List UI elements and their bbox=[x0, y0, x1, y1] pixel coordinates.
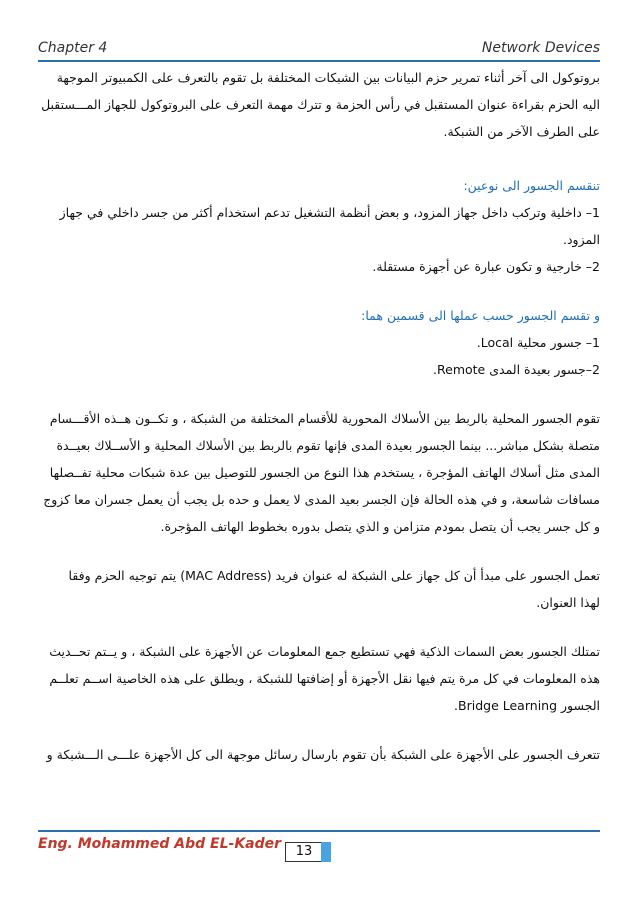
page-content bbox=[38, 64, 600, 768]
paragraph-line: مسافات شاسعة، و في هذه الحالة فإن الجسر بعيد المدى لا يعمل و حده بل يجب أن يعمل جسران معا كزوج bbox=[43, 492, 600, 507]
paragraph-line: اليه الحزم بقراءة عنوان المستقبل في رأس الحزمة و تترك مهمة التعرف على البروتوكول للجهاز المـــستقبل bbox=[41, 97, 600, 112]
paragraph-line: متصلة بشكل مباشر... بينما الجسور بعيدة المدى فإنها تقوم بالربط بين الأسلاك المحلية و الأســلاك بعيــدة bbox=[56, 438, 600, 453]
page-number-accent bbox=[321, 842, 331, 862]
chapter-label: Chapter 4 bbox=[38, 40, 108, 56]
page-header bbox=[38, 38, 600, 62]
section-heading-function: و تقسم الجسور حسب عملها الى قسمين هما: bbox=[361, 308, 600, 323]
paragraph-line: هذه المعلومات في كل مرة يتم فيها نقل الأجهزة أو إضافتها للشبكة ، ويطلق على هذه الخاصية اســم تعلــم bbox=[49, 671, 600, 686]
paragraph-line: تمتلك الجسور بعض السمات الذكية فهي تستطيع جمع المعلومات عن الأجهزة على الشبكة ، و يــتم تحــديث bbox=[49, 644, 600, 659]
list-item: 1– داخلية وتركب داخل جهاز المزود، و بعض أنظمة التشغيل تدعم استخدام أكثر من جسر داخلي في جهاز bbox=[59, 205, 600, 220]
paragraph-line: الجسور Bridge Learning. bbox=[454, 698, 600, 713]
paragraph-line: بروتوكول الى آخر أثناء تمرير حزم البيانات بين الشبكات المختلفة بل تقوم بالتعرف على الكمبيوتر الموجهة bbox=[56, 70, 600, 85]
paragraph-line: لهذا العنوان. bbox=[536, 595, 600, 610]
header-title: Network Devices bbox=[481, 40, 600, 56]
paragraph-line: على الطرف الآخر من الشبكة. bbox=[443, 124, 600, 139]
paragraph-line: المدى مثل أسلاك الهاتف المؤجرة ، يستخدم هذا النوع من الجسور للتوصيل بين عدة شبكات محلية تفــصلها bbox=[49, 465, 600, 480]
paragraph-line: تعمل الجسور على مبدأ أن كل جهاز على الشبكة له عنوان فريد (MAC Address) يتم توجيه الحزم وفقا bbox=[68, 568, 600, 583]
footer-divider bbox=[38, 830, 600, 832]
section-heading-types: تنقسم الجسور الى نوعين: bbox=[463, 178, 600, 193]
list-item: 2–جسور بعيدة المدى Remote. bbox=[433, 362, 600, 377]
page-number: 13 bbox=[285, 842, 323, 862]
paragraph-line: تقوم الجسور المحلية بالربط بين الأسلاك المحورية للأقسام المختلفة من الشبكة ، و تكــون هــذه الأقـــسام bbox=[49, 411, 600, 426]
paragraph-line: تتعرف الجسور على الأجهزة على الشبكة بأن تقوم بارسال رسائل موجهة الى كل الأجهزة علـــى الـــشبكة و bbox=[46, 747, 600, 762]
list-item: 2– خارجية و تكون عبارة عن أجهزة مستقلة. bbox=[372, 259, 600, 274]
list-item-continuation: المزود. bbox=[563, 232, 600, 247]
author-name: Eng. Mohammed Abd EL-Kader bbox=[38, 836, 282, 852]
list-item: 1– جسور محلية Local. bbox=[476, 335, 600, 350]
paragraph-line: و كل جسر يجب أن يتصل بمودم متزامن و الذي يتصل بدوره بخطوط الهاتف المؤجرة. bbox=[160, 519, 600, 534]
